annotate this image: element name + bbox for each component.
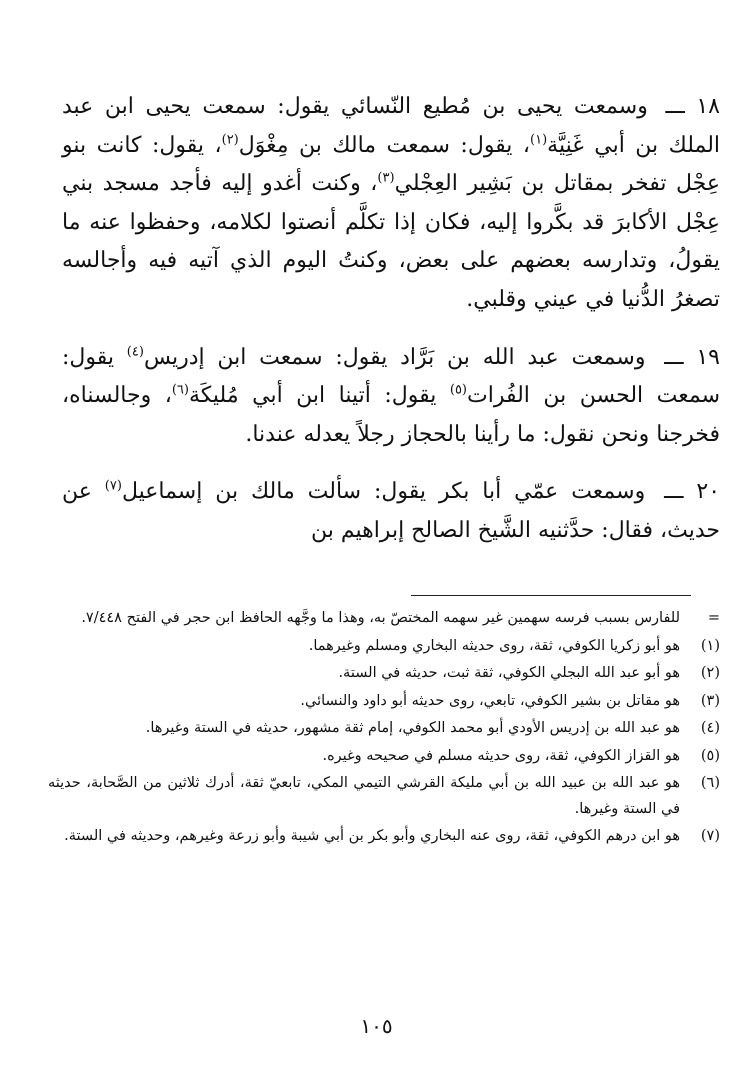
text-segment: ، يقول: كانت بنو عِجْل تفخر بمقاتل بن بَشِير العِجْلي — [62, 132, 721, 197]
footnote-divider — [411, 595, 691, 596]
paragraph-19 — [62, 339, 720, 455]
footnote-ref: (٧) — [104, 479, 122, 495]
text-segment: ، وجالسناه، فخرجنا ونحن نقول: ما رأينا بالحجاز رجلاً يعدله عندنا. — [62, 383, 720, 447]
footnote-mark: (٧) — [700, 828, 720, 844]
text-segment: وسمعت عمّي أبا بكر يقول: سألت مالك بن إسماعيل — [121, 479, 646, 505]
footnote-5 — [48, 744, 720, 770]
footnote-2 — [48, 661, 720, 687]
paragraph-number: ١٩ ـــ — [664, 344, 720, 370]
footnote-text: هو أبو زكريا الكوفي، ثقة، روى حديثه البخاري ومسلم وغيرهما. — [308, 637, 680, 654]
text-segment: ، وكنت أغدو إليه فأجد مسجد بني عِجْل الأكابرَ قد بكَّروا إليه، فكان إذا تكلَّم أنصتوا لكلامه، وحفظوا عنه ما يقولُ، وتدارسه بعضهم على بعض، وكنتُ اليوم الذي آتيه فيه وأجالسه تصغرُ الدُّنيا في عيني وقلبي. — [62, 171, 720, 312]
footnote-ref: (٥) — [449, 382, 467, 398]
footnote-4 — [48, 716, 720, 742]
text-segment: وسمعت يحيى بن مُطيع النّسائي يقول: سمعت يحيى ابن عبد الملك بن أبي غَنِيَّة — [62, 94, 721, 158]
footnote-mark: = — [707, 610, 720, 626]
footnote-mark: (٦) — [700, 775, 720, 791]
footnote-ref: (١) — [530, 132, 548, 148]
paragraph-20 — [62, 473, 720, 550]
footnote-ref: (٤) — [126, 344, 144, 360]
paragraph-number: ١٨ ـــ — [665, 94, 720, 119]
footnote-mark: (٢) — [700, 665, 720, 681]
text-segment: يقول: سمعت الحسن بن الفُرات — [62, 344, 721, 409]
footnote-mark: (٤) — [700, 720, 720, 736]
footnote-ref: (٦) — [171, 382, 189, 398]
footnote-6 — [48, 771, 720, 822]
footnote-text: هو مقاتل بن بشير الكوفي، تابعي، روى حديثه أبو داود والنسائي. — [300, 692, 680, 709]
page-number: ١٠٥ — [360, 1014, 393, 1038]
footnote-text: هو عبد الله بن عبيد الله بن أبي مليكة القرشي التيمي المكي، تابعيّ ثقة، أدرك ثلاثين من الصَّحابة، حديثه في الستة وغيرها. — [48, 775, 680, 817]
footnotes — [48, 606, 720, 852]
footnote-continuation — [48, 606, 720, 632]
footnote-text: هو القزاز الكوفي، ثقة، روى حديثه مسلم في صحيحه وغيره. — [322, 747, 680, 764]
main-text — [62, 88, 720, 570]
footnote-mark: (١) — [700, 637, 720, 654]
footnote-text: هو أبو عبد الله البجلي الكوفي، ثقة ثبت، حديثه في الستة. — [338, 665, 680, 681]
text-segment: ، يقول: سمعت مالك بن مِغْوَل — [238, 132, 531, 158]
paragraph-number: ٢٠ ـــ — [664, 479, 721, 505]
paragraph-18 — [62, 88, 720, 320]
footnote-ref: (٢) — [221, 132, 239, 148]
text-segment: وسمعت عبد الله بن بَرَّاد يقول: سمعت ابن إدريس — [143, 344, 646, 370]
text-segment: يقول: أتينا ابن أبي مُليكَة — [188, 383, 450, 409]
footnote-1 — [48, 634, 720, 660]
footnote-mark: (٥) — [700, 747, 720, 764]
footnote-7 — [48, 824, 720, 850]
footnote-text: للفارس بسبب فرسه سهمين غير سهمه المختصّ به، وهذا ما وجَّهه الحافظ ابن حجر في الفتح ٧/٤٤٨. — [81, 610, 680, 626]
text-segment: عن حديث، فقال: حدَّثنيه الشَّيخ الصالح إبراهيم بن — [62, 479, 720, 543]
footnote-text: هو عبد الله بن إدريس الأودي أبو محمد الكوفي، إمام ثقة مشهور، حديثه في الستة وغيرها. — [145, 720, 680, 736]
footnote-ref: (٣) — [377, 170, 395, 186]
footnote-text: هو ابن درهم الكوفي، ثقة، روى عنه البخاري وأبو بكر بن أبي شيبة وأبو زرعة وغيرهم، وحديثه في الستة. — [64, 828, 680, 844]
footnote-3 — [48, 689, 720, 715]
footnote-mark: (٣) — [700, 692, 720, 709]
